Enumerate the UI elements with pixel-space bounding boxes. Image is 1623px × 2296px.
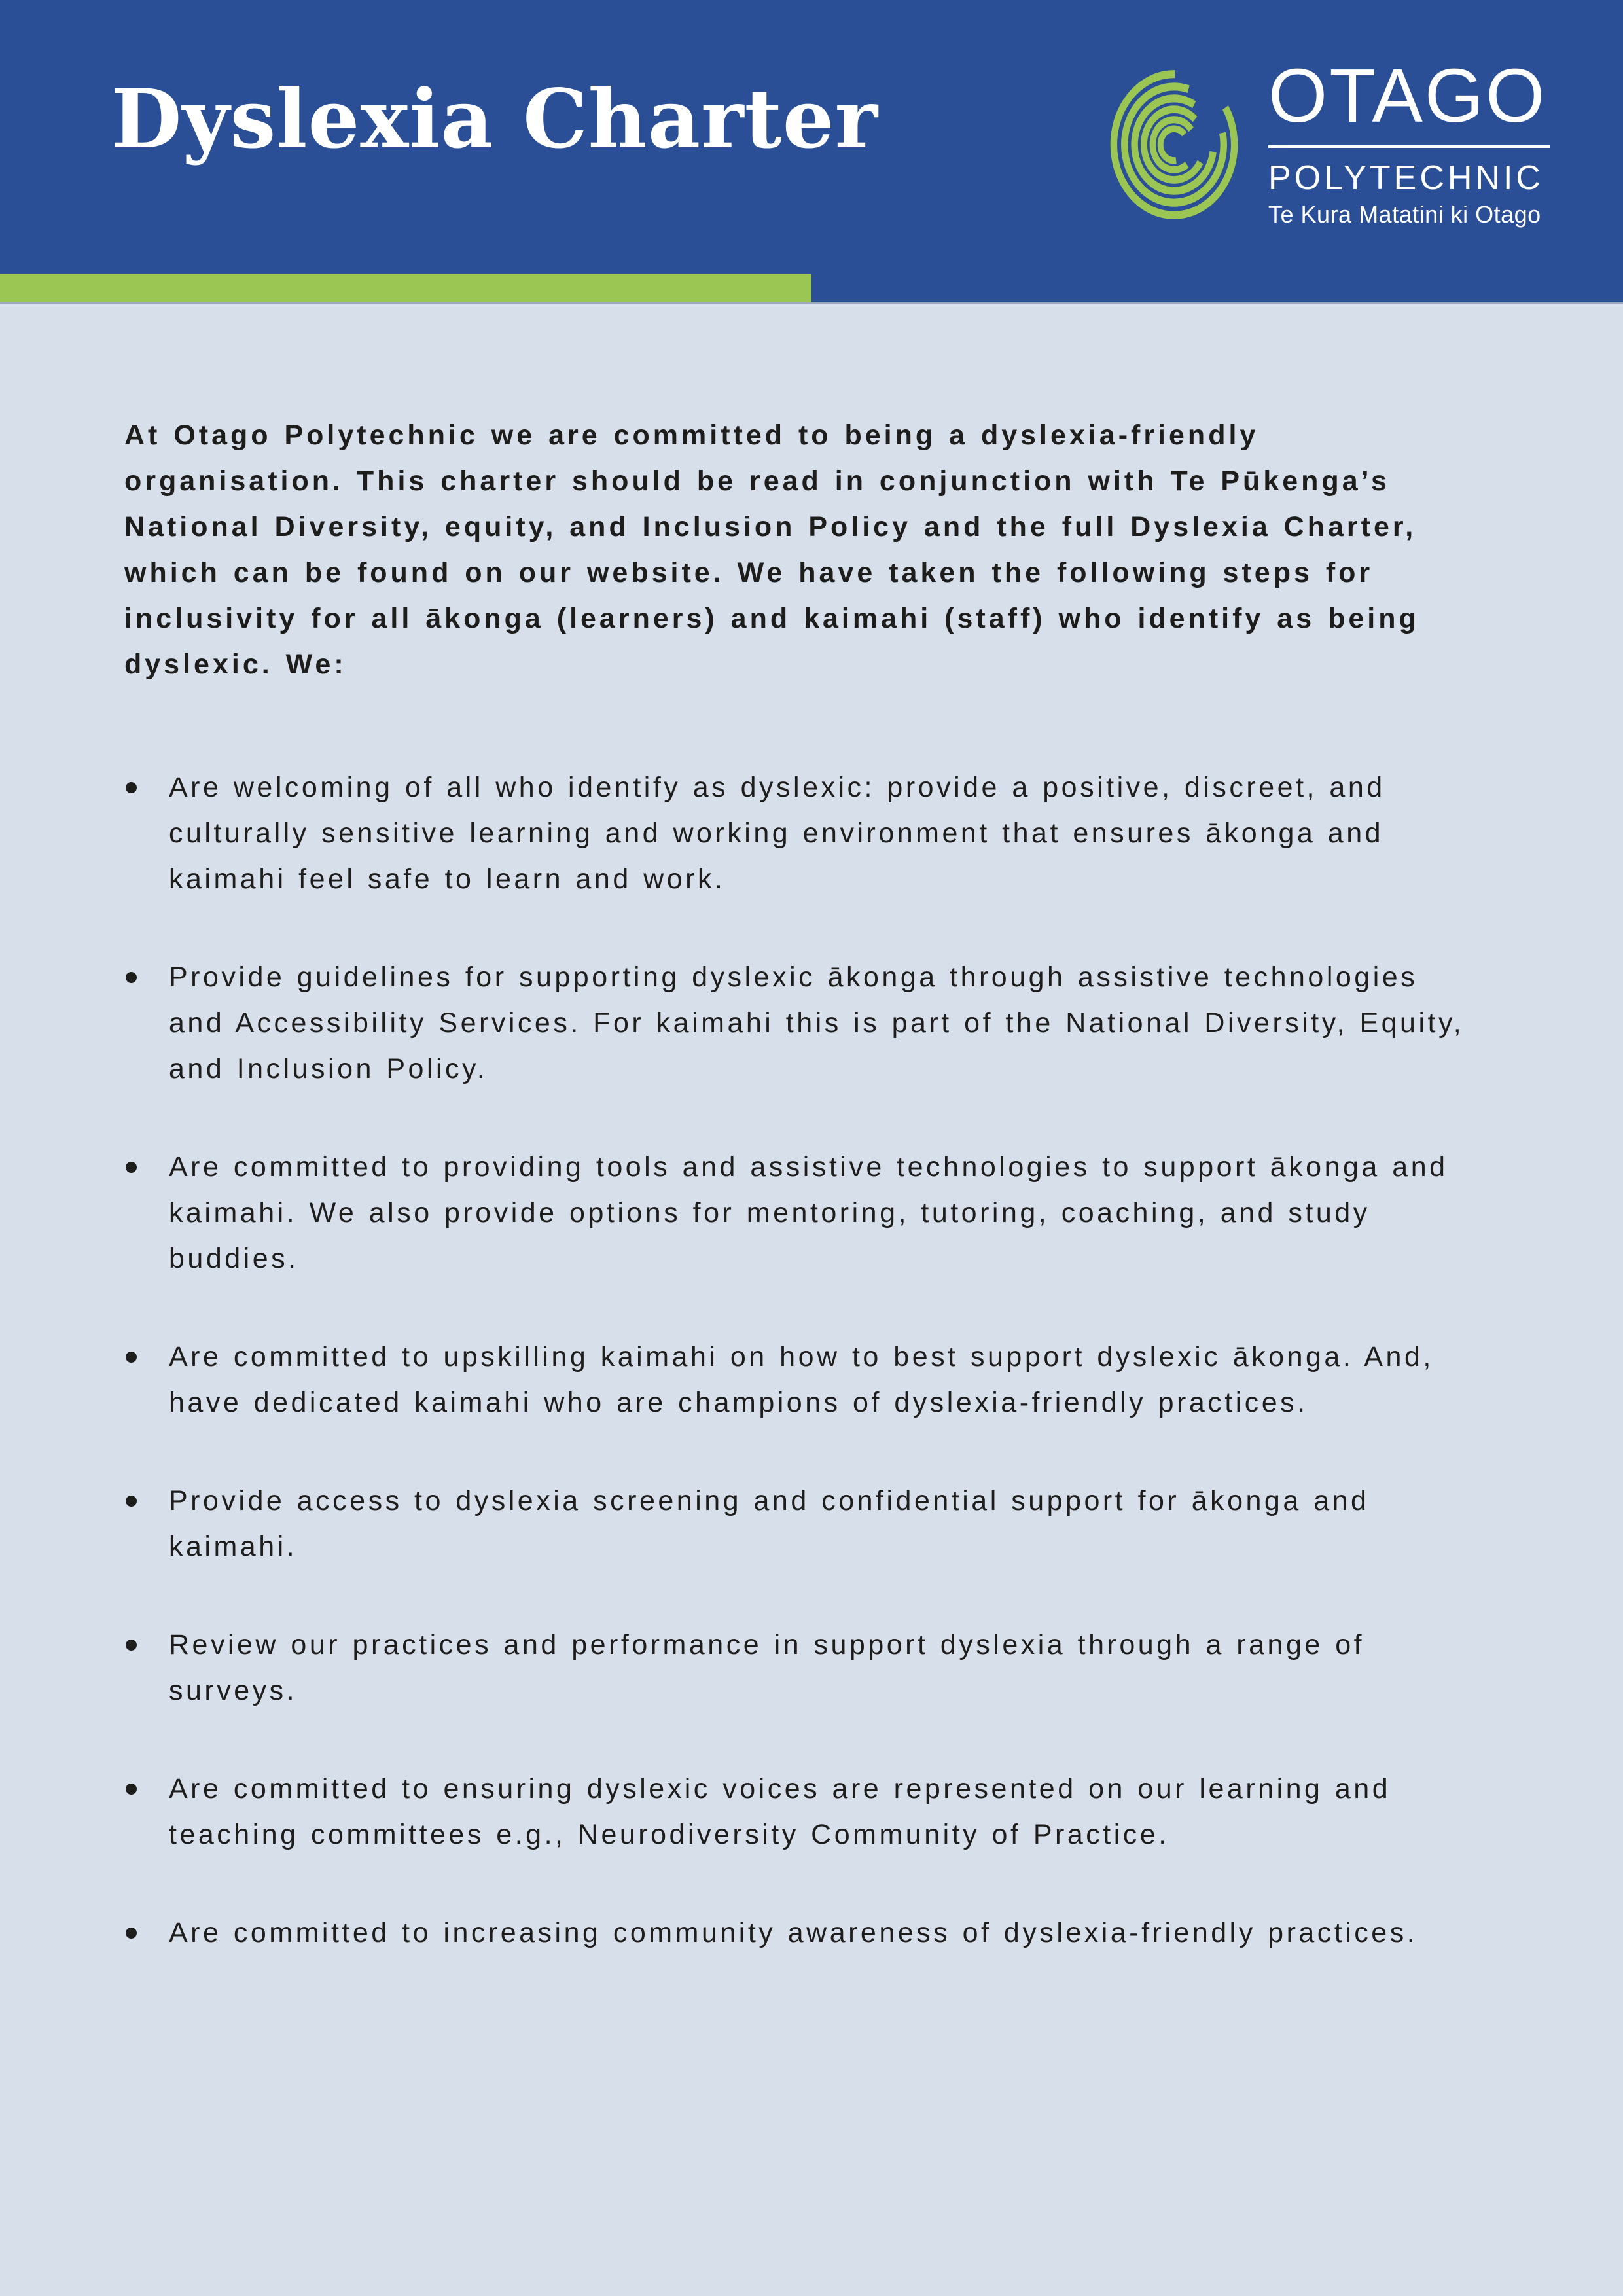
bullet-dot-icon [126, 1352, 137, 1363]
bullet-text: Are committed to ensuring dyslexic voices are represented on our learning and teaching committees e.g., Neurodiversity Community of Practice. [169, 1773, 1391, 1850]
bullet-dot-icon [126, 1784, 137, 1795]
charter-bullet-item [124, 1622, 1472, 1713]
bullet-text: Provide access to dyslexia screening and confidential support for ākonga and kaimahi. [169, 1485, 1370, 1562]
page-header [0, 0, 1623, 302]
bullet-dot-icon [126, 1640, 137, 1651]
charter-bullet-item [124, 954, 1472, 1092]
intro-paragraph: At Otago Polytechnic we are committed to being a dyslexia-friendly organisation. This charter should be read in conjunction with Te Pūkenga’s National Diversity, equity, and Inclusion Policy and the full Dyslexia Charter, which can be found on our website. We have taken the following steps for inclusivity for all ākonga (learners) and kaimahi (staff) who identify as being dyslexic. We: [124, 420, 1419, 680]
bullet-dot-icon [126, 782, 137, 793]
charter-bullet-item [124, 1334, 1472, 1426]
charter-bullet-item [124, 1910, 1472, 1956]
charter-commitments-list [124, 764, 1472, 1956]
bullet-dot-icon [126, 1496, 137, 1507]
bullet-text: Review our practices and performance in support dyslexia through a range of surveys. [169, 1629, 1365, 1706]
charter-bullet-item [124, 764, 1472, 902]
bullet-text: Are committed to increasing community awareness of dyslexia-friendly practices. [169, 1917, 1418, 1948]
bullet-dot-icon [126, 1162, 137, 1173]
charter-bullet-item [124, 1766, 1472, 1857]
bullet-text: Are welcoming of all who identify as dyslexic: provide a positive, discreet, and culturally sensitive learning and working environment that ensures ākonga and kaimahi feel safe to learn and work. [169, 772, 1385, 895]
charter-bullet-item [124, 1144, 1472, 1282]
charter-bullet-item [124, 1478, 1472, 1570]
koru-spiral-icon [1106, 62, 1242, 227]
logo-wordmark-otago: OTAGO [1268, 53, 1547, 138]
page-title: Dyslexia Charter [111, 72, 878, 167]
logo-wordmark-polytechnic: POLYTECHNIC [1268, 159, 1544, 197]
charter-body [0, 302, 1623, 1956]
logo-text-block [1268, 53, 1550, 229]
accent-bar [0, 274, 812, 302]
bullet-dot-icon [126, 1928, 137, 1939]
bullet-text: Are committed to providing tools and assistive technologies to support ākonga and kaimahi. We also provide options for mentoring, tutoring, coaching, and study buddies. [169, 1151, 1448, 1274]
logo-divider [1268, 145, 1550, 148]
bullet-text: Provide guidelines for supporting dyslexic ākonga through assistive technologies and Accessibility Services. For kaimahi this is part of the National Diversity, Equity, and Inclusion Policy. [169, 961, 1465, 1085]
bullet-text: Are committed to upskilling kaimahi on how to best support dyslexic ākonga. And, have dedicated kaimahi who are champions of dyslexia-friendly practices. [169, 1341, 1434, 1418]
bullet-dot-icon [126, 972, 137, 983]
logo-maori-name: Te Kura Matatini ki Otago [1268, 201, 1541, 228]
otago-polytechnic-logo [1106, 53, 1550, 229]
